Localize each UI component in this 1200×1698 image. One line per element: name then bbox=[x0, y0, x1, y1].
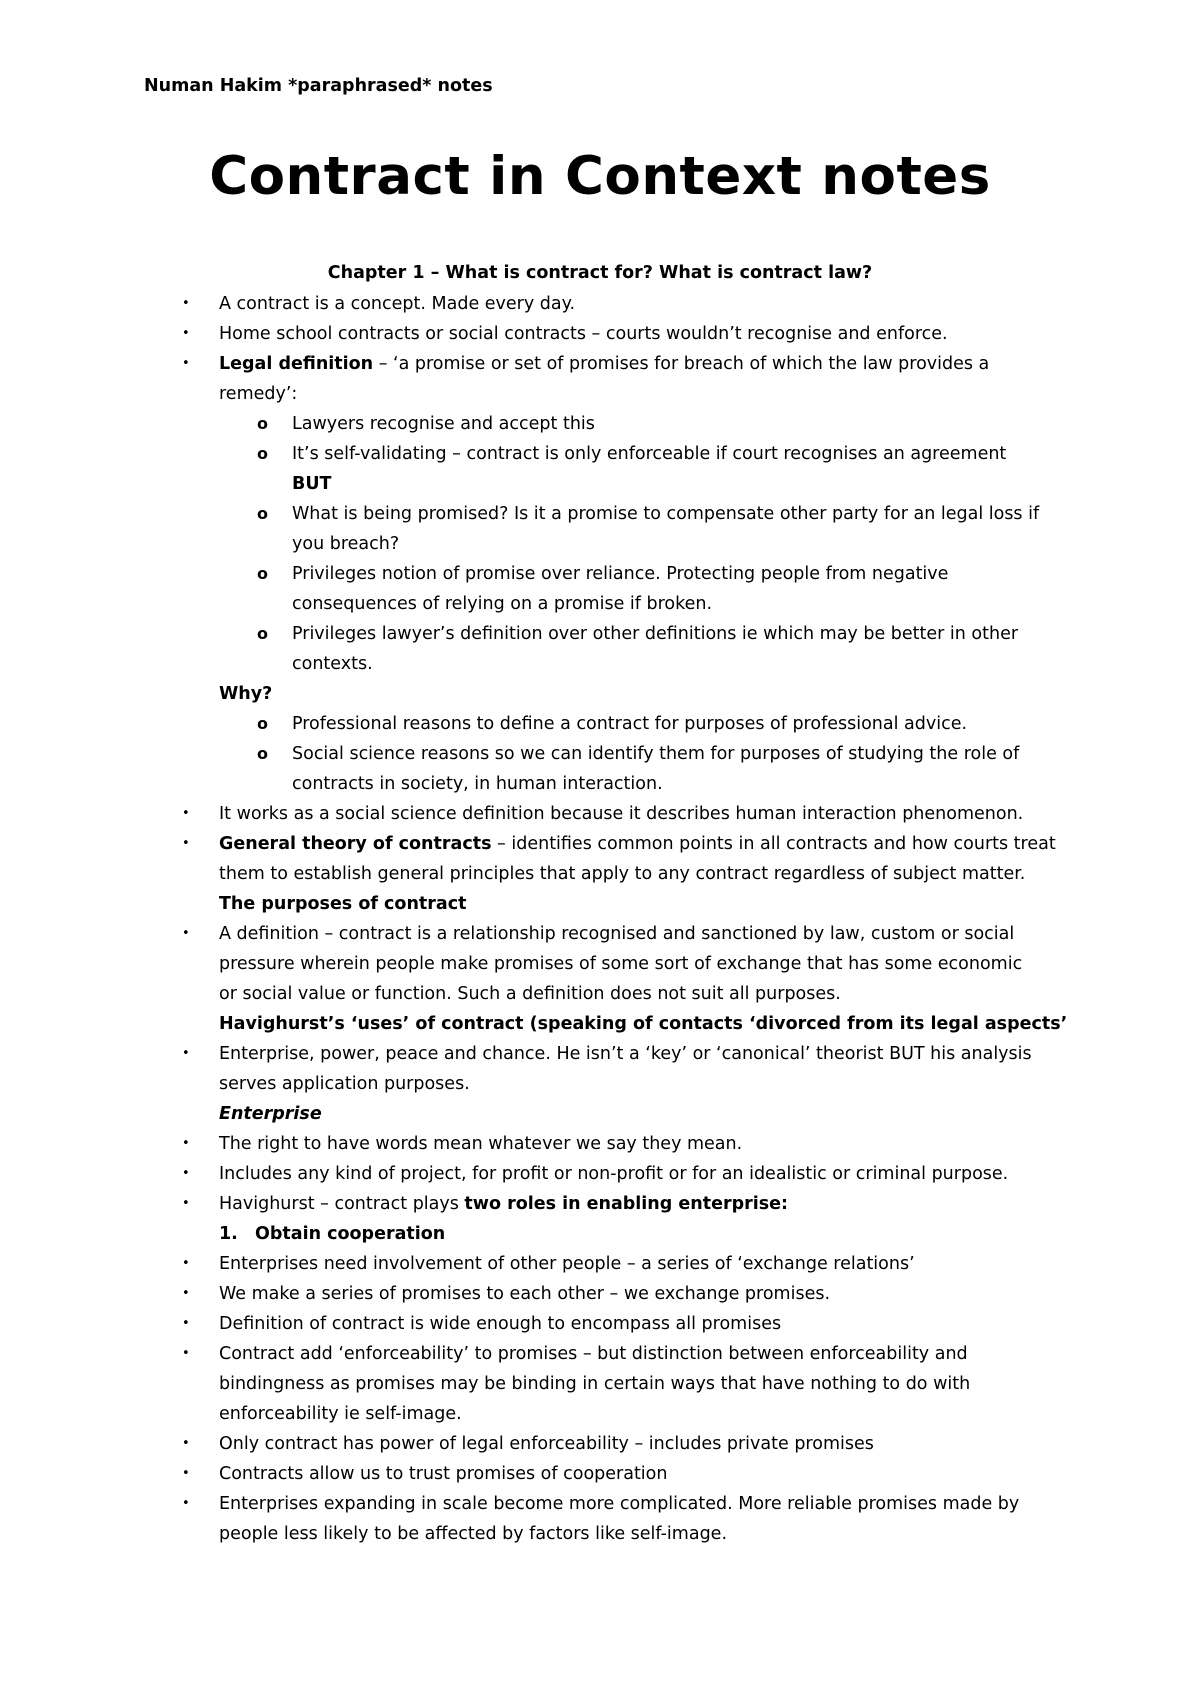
text-line bbox=[219, 892, 466, 916]
text-line bbox=[219, 1102, 322, 1126]
sub-bullet-marker: o bbox=[257, 714, 268, 733]
emphasis-text: The purposes of contract bbox=[219, 894, 467, 914]
text-line bbox=[219, 1492, 1019, 1516]
chapter-heading: Chapter 1 – What is contract for? What is contract law? bbox=[327, 263, 873, 283]
line-text: Lawyers recognise and accept this bbox=[292, 414, 595, 434]
bullet-marker: • bbox=[182, 806, 190, 821]
text-line bbox=[219, 682, 272, 706]
bullet-marker: • bbox=[182, 1466, 190, 1481]
text-line bbox=[219, 1072, 470, 1096]
text-line bbox=[219, 1372, 970, 1396]
line-text: Contracts allow us to trust promises of cooperation bbox=[219, 1464, 668, 1484]
text-line bbox=[219, 1192, 788, 1216]
text-line bbox=[219, 1042, 1032, 1066]
text-line bbox=[292, 562, 948, 586]
text-line bbox=[219, 1432, 874, 1456]
bullet-marker: • bbox=[182, 1316, 190, 1331]
line-text: or social value or function. Such a definition does not suit all purposes. bbox=[219, 984, 841, 1004]
line-text: consequences of relying on a promise if broken. bbox=[292, 594, 713, 614]
bullet-marker: • bbox=[182, 326, 190, 341]
emphasis-text: Legal definition bbox=[219, 354, 374, 374]
line-text: Definition of contract is wide enough to encompass all promises bbox=[219, 1314, 782, 1334]
text-line bbox=[292, 712, 967, 736]
text-line bbox=[292, 412, 595, 436]
line-text: The right to have words mean whatever we say they mean. bbox=[219, 1134, 743, 1154]
line-text: What is being promised? Is it a promise to compensate other party for an legal loss if bbox=[292, 504, 1040, 524]
text-line bbox=[292, 442, 1006, 466]
line-text: contracts in society, in human interaction. bbox=[292, 774, 663, 794]
bullet-marker: • bbox=[182, 1286, 190, 1301]
text-line bbox=[219, 1522, 727, 1546]
text-line bbox=[219, 1462, 667, 1486]
sub-bullet-marker: o bbox=[257, 744, 268, 763]
line-text: Privileges lawyer’s definition over other definitions ie which may be better in other bbox=[292, 624, 1019, 644]
text-line bbox=[219, 382, 297, 406]
bullet-marker: • bbox=[182, 1256, 190, 1271]
bullet-marker: • bbox=[182, 836, 190, 851]
bullet-marker: • bbox=[182, 1436, 190, 1451]
text-line bbox=[219, 1162, 1008, 1186]
emphasis-text: Obtain cooperation bbox=[255, 1224, 446, 1244]
line-text: – identifies common points in all contracts and how courts treat bbox=[491, 834, 1056, 854]
bullet-marker: • bbox=[182, 356, 190, 371]
text-line bbox=[292, 502, 1039, 526]
page-title: Contract in Context notes bbox=[209, 146, 991, 207]
text-line bbox=[219, 802, 1023, 826]
line-text: remedy’: bbox=[219, 384, 298, 404]
line-text: pressure wherein people make promises of some sort of exchange that has some economic bbox=[219, 954, 1023, 974]
list-number: 1. bbox=[219, 1224, 238, 1244]
line-text: – ‘a promise or set of promises for breach of which the law provides a bbox=[373, 354, 990, 374]
line-text: Only contract has power of legal enforceability – includes private promises bbox=[219, 1434, 874, 1454]
emphasis-text: Havighurst’s ‘uses’ of contract (speaking of contacts ‘divorced from its legal aspects’ bbox=[219, 1014, 1068, 1034]
text-line bbox=[219, 1312, 781, 1336]
line-text: bindingness as promises may be binding in certain ways that have nothing to do with bbox=[219, 1374, 971, 1394]
emphasis-text: General theory of contracts bbox=[219, 834, 492, 854]
text-line bbox=[219, 862, 1025, 886]
line-text: A definition – contract is a relationship recognised and sanctioned by law, custom or social bbox=[219, 924, 1015, 944]
text-line bbox=[219, 352, 989, 376]
sub-bullet-marker: o bbox=[257, 564, 268, 583]
bullet-marker: • bbox=[182, 296, 190, 311]
sub-bullet-marker: o bbox=[257, 414, 268, 433]
text-line bbox=[292, 472, 332, 496]
sub-bullet-marker: o bbox=[257, 624, 268, 643]
emphasis-text: two roles in enabling enterprise: bbox=[464, 1194, 789, 1214]
line-text: Includes any kind of project, for profit or non-profit or for an idealistic or criminal purpose. bbox=[219, 1164, 1009, 1184]
line-text: Enterprise, power, peace and chance. He isn’t a ‘key’ or ‘canonical’ theorist BUT his analysis bbox=[219, 1044, 1032, 1064]
line-text: contexts. bbox=[292, 654, 373, 674]
line-text: We make a series of promises to each other – we exchange promises. bbox=[219, 1284, 831, 1304]
text-line bbox=[219, 1342, 968, 1366]
text-line bbox=[292, 652, 373, 676]
line-text: you breach? bbox=[292, 534, 400, 554]
text-line bbox=[292, 622, 1018, 646]
text-line bbox=[219, 1012, 1067, 1036]
line-text: Professional reasons to define a contract for purposes of professional advice. bbox=[292, 714, 968, 734]
line-text: It works as a social science definition because it describes human interaction phenomenon. bbox=[219, 804, 1024, 824]
text-line bbox=[292, 592, 712, 616]
emphasis-text: Enterprise bbox=[219, 1104, 322, 1124]
bullet-marker: • bbox=[182, 1166, 190, 1181]
text-line bbox=[219, 292, 575, 316]
line-text: Havighurst – contract plays bbox=[219, 1194, 465, 1214]
line-text: Home school contracts or social contracts – courts wouldn’t recognise and enforce. bbox=[219, 324, 948, 344]
text-line bbox=[219, 1402, 462, 1426]
text-line bbox=[219, 1222, 445, 1246]
text-line bbox=[219, 1132, 742, 1156]
bullet-marker: • bbox=[182, 1136, 190, 1151]
text-line bbox=[219, 952, 1022, 976]
sub-bullet-marker: o bbox=[257, 444, 268, 463]
text-line bbox=[219, 1252, 915, 1276]
line-text: Social science reasons so we can identify them for purposes of studying the role of bbox=[292, 744, 1020, 764]
bullet-marker: • bbox=[182, 1046, 190, 1061]
author-line: Numan Hakim *paraphrased* notes bbox=[144, 76, 493, 96]
line-text: people less likely to be affected by factors like self-image. bbox=[219, 1524, 728, 1544]
text-line bbox=[219, 322, 948, 346]
text-line bbox=[219, 922, 1014, 946]
line-text: them to establish general principles that apply to any contract regardless of subject matter. bbox=[219, 864, 1026, 884]
line-text: Enterprises expanding in scale become more complicated. More reliable promises made by bbox=[219, 1494, 1020, 1514]
line-text: serves application purposes. bbox=[219, 1074, 470, 1094]
text-line bbox=[292, 772, 663, 796]
line-text: A contract is a concept. Made every day. bbox=[219, 294, 576, 314]
bullet-marker: • bbox=[182, 1346, 190, 1361]
text-line bbox=[292, 532, 399, 556]
bullet-marker: • bbox=[182, 926, 190, 941]
text-line bbox=[292, 742, 1019, 766]
bullet-marker: • bbox=[182, 1496, 190, 1511]
text-line bbox=[219, 832, 1056, 856]
line-text: Enterprises need involvement of other people – a series of ‘exchange relations’ bbox=[219, 1254, 915, 1274]
emphasis-text: BUT bbox=[292, 474, 332, 494]
line-text: enforceability ie self-image. bbox=[219, 1404, 462, 1424]
sub-bullet-marker: o bbox=[257, 504, 268, 523]
text-line bbox=[219, 982, 841, 1006]
text-line bbox=[219, 1282, 830, 1306]
line-text: It’s self-validating – contract is only enforceable if court recognises an agreement bbox=[292, 444, 1007, 464]
line-text: Contract add ‘enforceability’ to promises – but distinction between enforceability and bbox=[219, 1344, 968, 1364]
emphasis-text: Why? bbox=[219, 684, 273, 704]
line-text: Privileges notion of promise over reliance. Protecting people from negative bbox=[292, 564, 949, 584]
bullet-marker: • bbox=[182, 1196, 190, 1211]
